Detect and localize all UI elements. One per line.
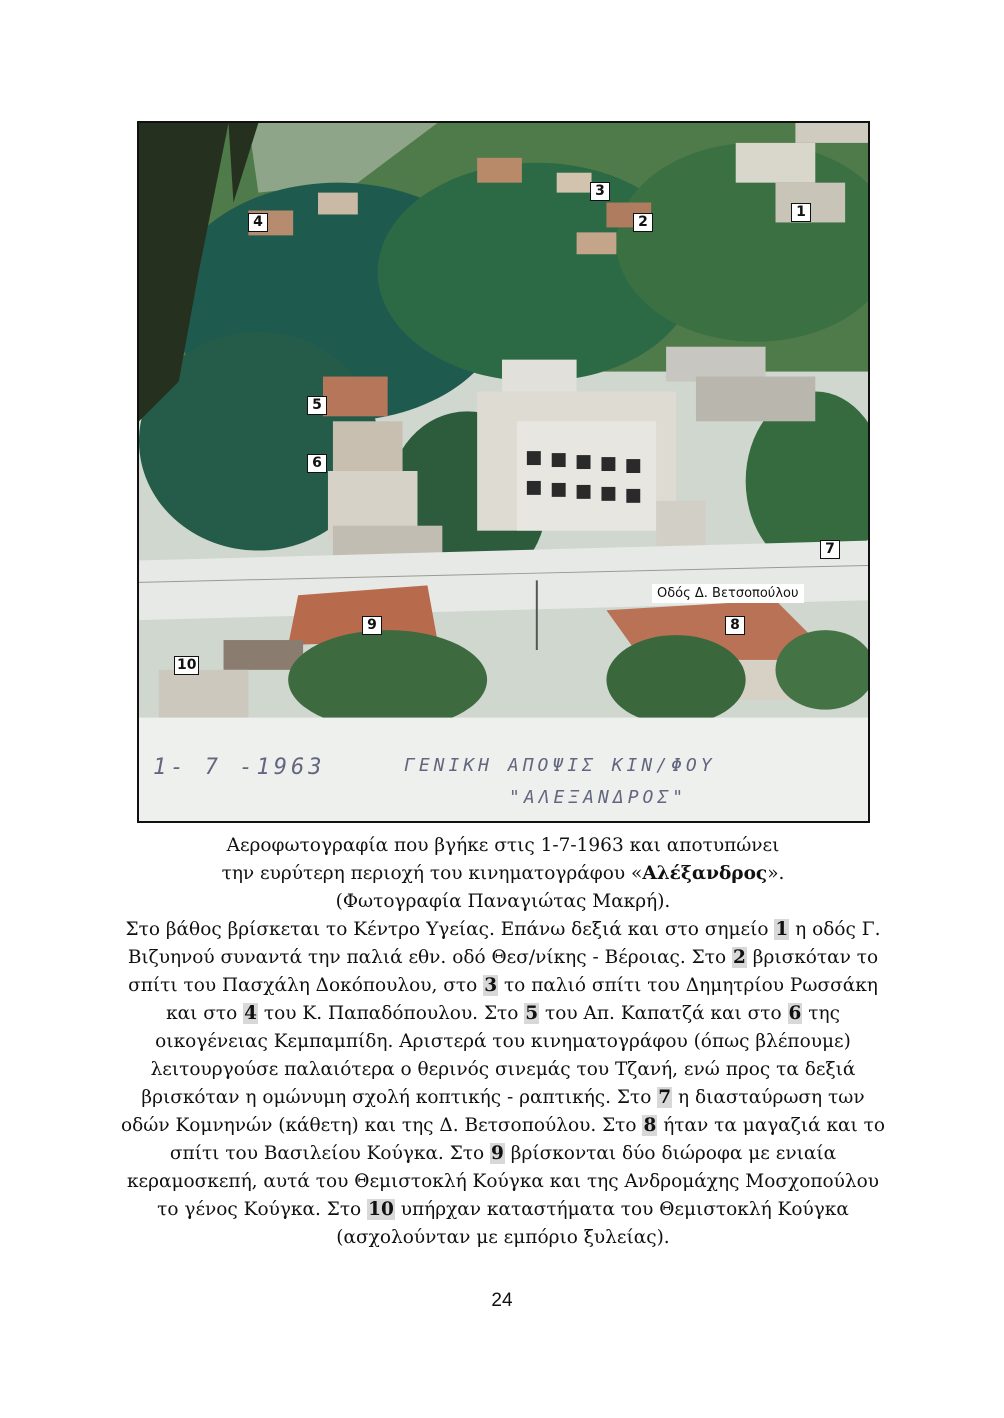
aerial-photograph — [137, 121, 870, 823]
caption-line-2 — [120, 860, 886, 888]
caption-line-1: Αεροφωτογραφία που βγήκε στις 1-7-1963 και αποτυπώνει — [226, 835, 780, 856]
caption-body-text: βρισκόταν το σπίτι του Πασχάλη Δοκόπουλου, στο — [128, 947, 879, 996]
marker-reference: 8 — [643, 1115, 657, 1136]
photo-marker-1: 1 — [791, 203, 811, 222]
handwritten-date: 1- 7 -1963 — [153, 755, 326, 780]
photo-marker-4: 4 — [248, 213, 268, 232]
photo-marker-5: 5 — [307, 396, 327, 415]
caption-body-text: υπήρχαν καταστήματα του Θεμιστοκλή Κούγκα (ασχολούνταν με εμπόριο ξυλείας). — [336, 1199, 849, 1248]
marker-reference: 9 — [491, 1143, 504, 1164]
marker-reference: 1 — [775, 919, 789, 940]
caption-body — [120, 916, 886, 1252]
marker-reference: 6 — [788, 1003, 802, 1024]
marker-reference: 2 — [733, 947, 746, 968]
handwritten-title-line1: ΓΕΝΙΚΗ ΑΠΟΨΙΣ ΚΙΝ/ΦΟΥ — [404, 755, 716, 776]
street-label: Οδός Δ. Βετσοπούλου — [652, 584, 804, 603]
caption-body-text: βρίσκονται δύο διώροφα με ενιαία κεραμοσκεπή, αυτά του Θεμιστοκλή Κούγκα και της Ανδρομάχης Μοσχοπούλου το γένος Κούγκα. Στο — [126, 1143, 880, 1220]
page-number: 24 — [491, 1290, 513, 1311]
caption-body-text: του Απ. Καπατζά και στο — [539, 1003, 788, 1024]
caption-body-text: η διασταύρωση των οδών Κομνηνών (κάθετη) και της Δ. Βετσοπούλου. Στο — [120, 1087, 865, 1136]
caption-body-text: της οικογένειας Κεμπαμπίδη. Αριστερά του κινηματογράφου (όπως βλέπουμε) λειτουργούσε παλαιότερα ο θερινός σινεμάς του Τζανή, ενώ προς τα δεξιά βρισκόταν η ομώνυμη σχολή κοπτικής - ραπτικής. Στο — [141, 1003, 856, 1108]
marker-reference: 3 — [484, 975, 498, 996]
marker-reference: 10 — [368, 1199, 394, 1220]
caption-line-3: (Φωτογραφία Παναγιώτας Μακρή). — [335, 891, 671, 912]
photo-marker-7: 7 — [820, 540, 840, 559]
caption-body-text: το παλιό σπίτι του Δημητρίου Ρωσσάκη και στο — [166, 975, 878, 1024]
handwritten-title-line2: "ΑΛΕΞΑΝΔΡΟΣ" — [509, 787, 688, 808]
caption-body-text: του Κ. Παπαδόπουλου. Στο — [258, 1003, 525, 1024]
photo-caption — [120, 832, 886, 1252]
marker-reference: 4 — [244, 1003, 258, 1024]
photo-marker-8: 8 — [725, 616, 745, 635]
photo-marker-3: 3 — [590, 182, 610, 201]
cinema-name: Αλέξανδρος — [642, 863, 768, 884]
photo-marker-6: 6 — [307, 454, 327, 473]
caption-body-text: η οδός Γ. Βιζυηνού συναντά την παλιά εθν. οδό Θεσ/νίκης - Βέροιας. Στο — [127, 919, 881, 968]
marker-reference: 7 — [658, 1087, 672, 1108]
marker-reference: 5 — [525, 1003, 539, 1024]
caption-body-text: Στο βάθος βρίσκεται το Κέντρο Υγείας. Επάνω δεξιά και στο σημείο — [125, 919, 775, 940]
photo-marker-10: 10 — [174, 656, 199, 675]
caption-text: την ευρύτερη περιοχή του κινηματογράφου « — [221, 863, 643, 884]
photo-marker-2: 2 — [633, 213, 653, 232]
caption-text: ». — [767, 863, 785, 884]
photo-marker-9: 9 — [362, 616, 382, 635]
caption-body-text: ήταν τα μαγαζιά και το σπίτι του Βασιλείου Κούγκα. Στο — [169, 1115, 886, 1164]
